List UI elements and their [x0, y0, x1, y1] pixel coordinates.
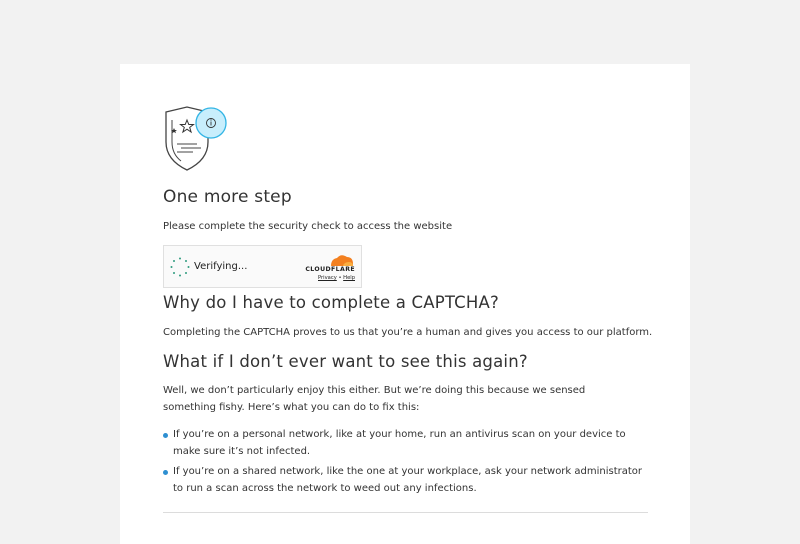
list-item-text: If you’re on a shared network, like the one at your workplace, ask your network administrator to run a scan across the network to weed out any infections.	[173, 466, 643, 494]
info-icon	[196, 108, 226, 138]
list-item	[163, 464, 653, 497]
bullet-icon	[163, 433, 168, 438]
captcha-card	[120, 64, 690, 544]
verifying-status: Verifying...	[194, 261, 248, 272]
link-separator: •	[338, 275, 342, 281]
cloudflare-wordmark: CLOUDFLARE	[305, 266, 355, 273]
page-title: One more step	[163, 187, 292, 207]
captcha-widget[interactable]	[163, 245, 362, 288]
bullet-icon	[163, 470, 168, 475]
divider	[163, 512, 648, 513]
widget-links	[318, 275, 355, 281]
spinner-icon	[170, 257, 190, 277]
prevent-heading: What if I don’t ever want to see this again?	[163, 352, 528, 371]
list-item	[163, 427, 653, 460]
list-item-text: If you’re on a personal network, like at your home, run an antivirus scan on your device to make sure it’s not infected.	[173, 429, 626, 457]
why-body: Completing the CAPTCHA proves to us that you’re a human and gives you access to our platform.	[163, 327, 653, 338]
shield-icon	[163, 106, 233, 172]
help-link[interactable]: Help	[343, 275, 355, 281]
fix-list	[163, 427, 653, 501]
prevent-body: Well, we don’t particularly enjoy this either. But we’re doing this because we sensed something fishy. Here’s what you can do to fix this:	[163, 385, 586, 413]
privacy-link[interactable]: Privacy	[318, 275, 337, 281]
why-heading: Why do I have to complete a CAPTCHA?	[163, 293, 499, 312]
page-subtitle: Please complete the security check to access the website	[163, 221, 453, 232]
